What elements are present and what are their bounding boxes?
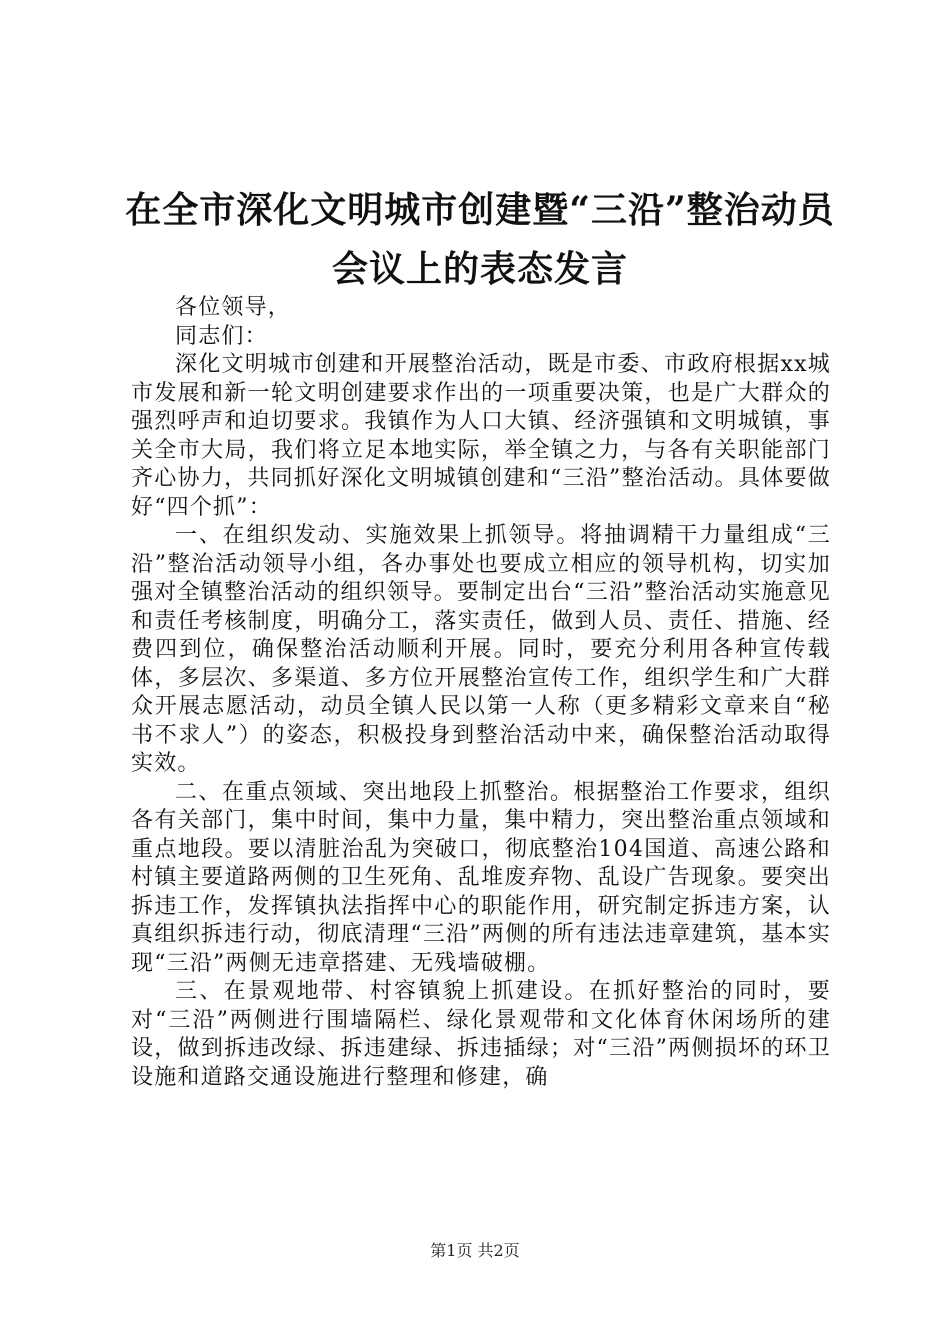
paragraph-point-1: 一、在组织发动、实施效果上抓领导。将抽调精干力量组成“三沿”整治活动领导小组，各办事处也要成立相应的领导机构，切实加强对全镇整治活动的组织领导。要制定出台“三沿”整治活动实施意见和责任考核制度，明确分工，落实责任，做到人员、责任、措施、经费四到位，确保整治活动顺利开展。同时，要充分利用各种宣传载体，多层次、多渠道、多方位开展整治宣传工作，组织学生和广大群众开展志愿活动，动员全镇人民以第一人称（更多精彩文章来自“秘书不求人”）的姿态，积极投身到整治活动中来，确保整治活动取得实效。 <box>131 523 831 776</box>
paragraph-point-3: 三、在景观地带、村容镇貌上抓建设。在抓好整治的同时，要对“三沿”两侧进行围墙隔栏、绿化景观带和文化体育休闲场所的建设，做到拆违改绿、拆违建绿、拆违插绿；对“三沿”两侧损坏的环卫设施和道路交通设施进行整理和修建，确 <box>131 979 831 1090</box>
document-title-line-2: 会议上的表态发言 <box>331 248 628 290</box>
page-number-footer: 第1页 共2页 <box>430 1241 520 1260</box>
salutation-leaders: 各位领导， <box>175 295 292 320</box>
document-body <box>131 294 831 1092</box>
paragraph-intro: 深化文明城市创建和开展整治活动，既是市委、市政府根据xx城市发展和新一轮文明创建要求作出的一项重要决策，也是广大群众的强烈呼声和迫切要求。我镇作为人口大镇、经济强镇和文明城镇，事关全市大局，我们将立足本地实际，举全镇之力，与各有关职能部门齐心协力，共同抓好深化文明城镇创建和“三沿”整治活动。具体要做好“四个抓”： <box>131 352 831 520</box>
paragraph-point-2: 二、在重点领域、突出地段上抓整治。根据整治工作要求，组织各有关部门，集中时间，集中力量，集中精力，突出整治重点领域和重点地段。要以清脏治乱为突破口，彻底整治104国道、高速公路和村镇主要道路两侧的卫生死角、乱堆废弃物、乱设广告现象。要突出拆违工作，发挥镇执法指挥中心的职能作用，研究制定拆违方案，认真组织拆违行动，彻底清理“三沿”两侧的所有违法违章建筑，基本实现“三沿”两侧无违章搭建、无残墙破棚。 <box>131 779 831 976</box>
document-title-line-1: 在全市深化文明城市创建暨“三沿”整治动员 <box>125 189 835 231</box>
salutation-comrades: 同志们： <box>175 323 268 349</box>
